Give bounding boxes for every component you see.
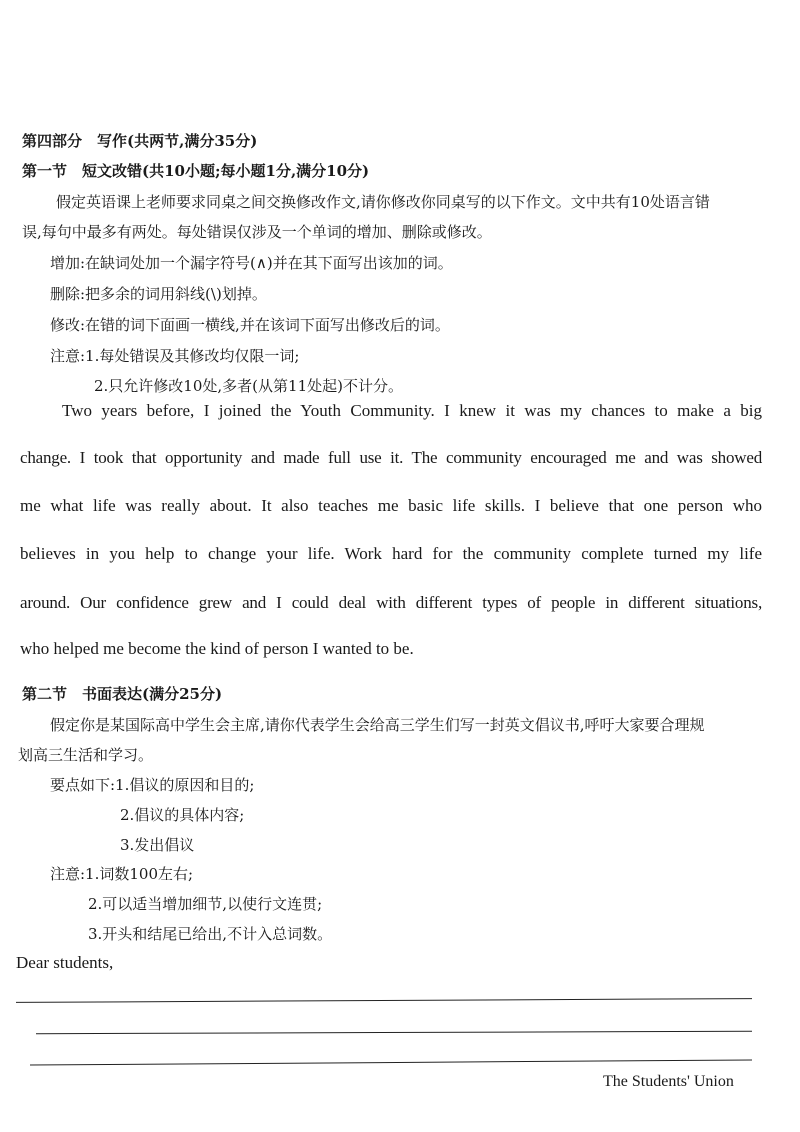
- section2-intro-line2: 划高三生活和学习。: [18, 746, 154, 764]
- passage-line-4: believes in you help to change your life. Work hard for the community complete turned my life: [20, 544, 762, 563]
- rule-delete: 删除:把多余的词用斜线(\)划掉。: [50, 285, 267, 303]
- rule-modify: 修改:在错的词下面画一横线,并在该词下面写出修改后的词。: [50, 316, 450, 334]
- passage-line-3: me what life was really about. It also teaches me basic life skills. I believe that one person who: [20, 496, 762, 515]
- section2-note3: 3.开头和结尾已给出,不计入总词数。: [88, 925, 333, 943]
- section1-intro-line1: 假定英语课上老师要求同桌之间交换修改作文,请你修改你同桌写的以下作文。文中共有10处语言错: [56, 193, 710, 211]
- section1-intro-line2: 误,每句中最多有两处。每处错误仅涉及一个单词的增加、删除或修改。: [22, 223, 492, 241]
- writing-line-2: [36, 1031, 752, 1034]
- section2-intro-line1: 假定你是某国际高中学生会主席,请你代表学生会给高三学生们写一封英文倡议书,呼吁大家要合理规: [50, 716, 705, 734]
- passage-line-5: around. Our confidence grew and I could deal with different types of people in different situations,: [20, 593, 762, 612]
- passage-line-1: Two years before, I joined the Youth Community. I knew it was my chances to make a big: [62, 401, 762, 420]
- section1-note1: 注意:1.每处错误及其修改均仅限一词;: [50, 347, 300, 365]
- point-2: 2.倡议的具体内容;: [120, 806, 245, 824]
- section2-note1: 注意:1.词数100左右;: [50, 865, 194, 883]
- point-3: 3.发出倡议: [120, 836, 195, 854]
- part4-title: 第四部分 写作(共两节,满分35分): [22, 132, 258, 150]
- passage-line-6: who helped me become the kind of person I wanted to be.: [20, 639, 414, 658]
- section1-note2: 2.只允许修改10处,多者(从第11处起)不计分。: [94, 377, 403, 395]
- passage-line-2: change. I took that opportunity and made full use it. The community encouraged me and was showed: [20, 448, 762, 467]
- section2-title: 第二节 书面表达(满分25分): [22, 685, 223, 703]
- writing-line-3: [30, 1059, 752, 1065]
- letter-salutation: Dear students,: [16, 953, 114, 972]
- rule-add: 增加:在缺词处加一个漏字符号(∧)并在其下面写出该加的词。: [50, 254, 453, 272]
- points-label: 要点如下:1.倡议的原因和目的;: [50, 776, 255, 794]
- section2-note2: 2.可以适当增加细节,以使行文连贯;: [88, 895, 323, 913]
- letter-signature: The Students' Union: [603, 1073, 734, 1090]
- writing-line-1: [16, 998, 752, 1003]
- section1-title: 第一节 短文改错(共10小题;每小题1分,满分10分): [22, 162, 370, 180]
